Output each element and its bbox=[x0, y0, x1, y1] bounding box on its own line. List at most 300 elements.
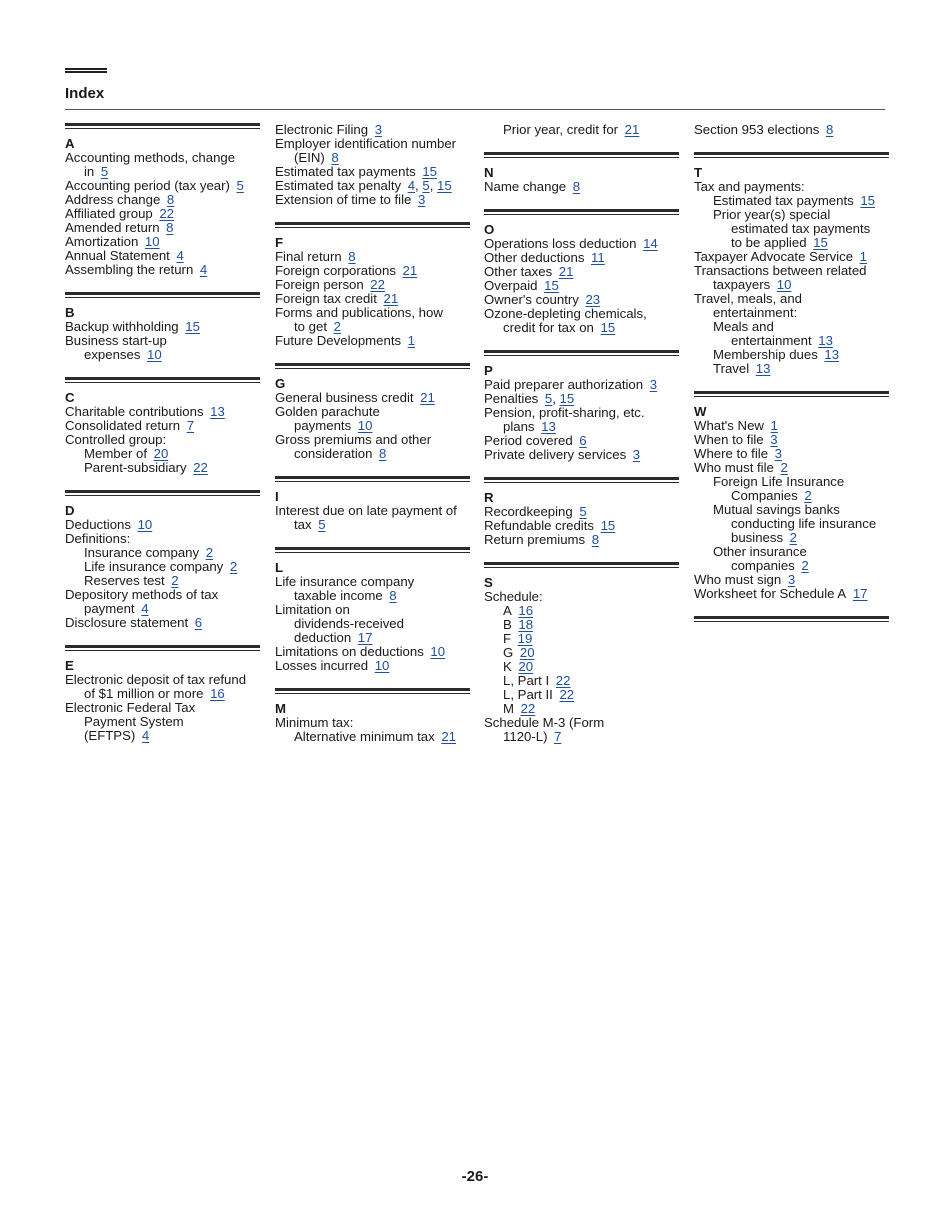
page-link[interactable]: 5 bbox=[236, 178, 244, 193]
index-entry bbox=[65, 405, 260, 419]
index-entry bbox=[694, 236, 889, 250]
section-rule bbox=[65, 490, 260, 496]
entry-text: tax bbox=[294, 517, 312, 532]
index-entry bbox=[484, 321, 679, 335]
entry-text: Deductions bbox=[65, 517, 131, 532]
index-entry bbox=[65, 179, 260, 193]
page-link[interactable]: 2 bbox=[333, 319, 341, 334]
index-column-1 bbox=[65, 123, 260, 743]
index-entry bbox=[484, 265, 679, 279]
entry-text: Annual Statement bbox=[65, 248, 170, 263]
index-entry bbox=[65, 616, 260, 630]
entry-text: Travel bbox=[713, 361, 750, 376]
index-entry bbox=[694, 278, 889, 292]
page-link[interactable]: 13 bbox=[824, 347, 840, 362]
page-link[interactable]: 8 bbox=[591, 532, 600, 547]
entry-text: Refundable credits bbox=[484, 518, 594, 533]
section-letter: G bbox=[275, 376, 286, 391]
page-link[interactable]: 6 bbox=[194, 615, 203, 630]
index-entry bbox=[484, 533, 679, 547]
index-entry bbox=[275, 334, 470, 348]
entry-text: Electronic Federal Tax bbox=[65, 700, 196, 715]
index-entry bbox=[65, 518, 260, 532]
index-entry bbox=[484, 590, 679, 604]
section-letter: T bbox=[694, 165, 703, 180]
section-rule bbox=[65, 123, 260, 129]
index-entry bbox=[275, 716, 470, 730]
page-link[interactable]: 17 bbox=[357, 630, 373, 645]
index-entry bbox=[275, 617, 470, 631]
entry-text: expenses bbox=[84, 347, 141, 362]
index-entry bbox=[484, 180, 679, 194]
entry-text: Companies bbox=[731, 488, 798, 503]
entry-text: When to file bbox=[694, 432, 764, 447]
page-link[interactable]: 8 bbox=[389, 588, 397, 603]
page-link[interactable]: 13 bbox=[541, 419, 556, 434]
index-entry bbox=[694, 489, 889, 503]
page-link[interactable]: 4 bbox=[141, 601, 149, 616]
page-link[interactable]: 3 bbox=[774, 446, 782, 461]
entry-text: Period covered bbox=[484, 433, 573, 448]
page-link[interactable]: 3 bbox=[374, 122, 383, 137]
entry-text: of $1 million or more bbox=[84, 686, 204, 701]
index-column-2 bbox=[275, 123, 470, 744]
page-link[interactable]: 5 bbox=[422, 178, 430, 193]
index-entry bbox=[65, 532, 260, 546]
entry-text: Business start-up bbox=[65, 333, 167, 348]
entry-text: B bbox=[503, 617, 512, 632]
entry-text: entertainment: bbox=[713, 305, 798, 320]
index-entry bbox=[65, 165, 260, 179]
index-entry bbox=[65, 574, 260, 588]
index-entry bbox=[484, 646, 679, 660]
page-link[interactable]: 13 bbox=[210, 404, 225, 419]
entry-text: Alternative minimum tax bbox=[294, 729, 435, 744]
entry-text: plans bbox=[503, 419, 535, 434]
page-link[interactable]: 21 bbox=[402, 263, 418, 278]
page-link[interactable]: 4 bbox=[199, 262, 208, 277]
entry-text: Other taxes bbox=[484, 264, 553, 279]
page-link[interactable]: 14 bbox=[643, 236, 658, 251]
index-entry bbox=[694, 545, 889, 559]
entry-text: Accounting period (tax year) bbox=[65, 178, 230, 193]
entry-text: Estimated tax penalty bbox=[275, 178, 402, 193]
entry-text: (EIN) bbox=[294, 150, 325, 165]
page-link[interactable]: 21 bbox=[420, 390, 435, 405]
entry-text: Prior year(s) special bbox=[713, 207, 831, 222]
page-link[interactable]: 5 bbox=[544, 391, 553, 406]
page-link[interactable]: 4 bbox=[141, 728, 150, 743]
entry-text: Reserves test bbox=[84, 573, 165, 588]
page-link[interactable]: 8 bbox=[166, 192, 175, 207]
index-entry bbox=[484, 660, 679, 674]
index-entry bbox=[694, 180, 889, 194]
entry-text: Paid preparer authorization bbox=[484, 377, 644, 392]
section-letter: M bbox=[275, 701, 286, 716]
section-rule bbox=[275, 363, 470, 369]
index-entry bbox=[275, 405, 470, 419]
section-letter: E bbox=[65, 658, 74, 673]
entry-text: Estimated tax payments bbox=[275, 164, 416, 179]
entry-text: Payment System bbox=[84, 714, 184, 729]
entry-text: Extension of time to file bbox=[275, 192, 412, 207]
index-entry bbox=[275, 603, 470, 617]
index-entry bbox=[484, 604, 679, 618]
section-letter: D bbox=[65, 503, 75, 518]
page-link[interactable]: 22 bbox=[370, 277, 385, 292]
section-letter: B bbox=[65, 305, 75, 320]
entry-text: dividends-received bbox=[294, 616, 404, 631]
entry-text: payment bbox=[84, 601, 135, 616]
page-link[interactable]: 3 bbox=[787, 572, 796, 587]
page-link[interactable]: 10 bbox=[776, 277, 792, 292]
entry-text: Depository methods of tax bbox=[65, 587, 219, 602]
entry-text: Owner's country bbox=[484, 292, 579, 307]
entry-text: Recordkeeping bbox=[484, 504, 573, 519]
page-link[interactable]: 8 bbox=[331, 150, 339, 165]
index-entry bbox=[65, 602, 260, 616]
page-link[interactable]: 21 bbox=[383, 291, 399, 306]
index-entry bbox=[694, 194, 889, 208]
page-link[interactable]: 16 bbox=[518, 603, 534, 618]
section-rule bbox=[275, 222, 470, 228]
index-entry bbox=[484, 237, 679, 251]
page-link[interactable]: 10 bbox=[144, 234, 160, 249]
page-link[interactable]: 5 bbox=[318, 517, 326, 532]
index-column-4 bbox=[694, 123, 889, 622]
page-link[interactable]: 15 bbox=[437, 178, 452, 193]
index-entry bbox=[484, 505, 679, 519]
page-link[interactable]: 22 bbox=[520, 701, 536, 716]
page-link[interactable]: 15 bbox=[600, 320, 616, 335]
page-link[interactable]: 20 bbox=[519, 645, 535, 660]
page-link[interactable]: 15 bbox=[185, 319, 200, 334]
entry-text: Taxpayer Advocate Service bbox=[694, 249, 854, 264]
section-letter: I bbox=[275, 489, 279, 504]
page-link[interactable]: 10 bbox=[147, 347, 162, 362]
index-entry bbox=[694, 334, 889, 348]
entry-text: Electronic Filing bbox=[275, 122, 369, 137]
index-entry bbox=[484, 448, 679, 462]
index-entry bbox=[275, 165, 470, 179]
index-entry bbox=[484, 730, 679, 744]
index-column-3 bbox=[484, 123, 679, 744]
entry-text: Prior year, credit for bbox=[503, 122, 619, 137]
index-entry bbox=[65, 729, 260, 743]
entry-text: Life insurance company bbox=[84, 559, 224, 574]
page-link[interactable]: 2 bbox=[205, 545, 214, 560]
index-entry bbox=[65, 701, 260, 715]
section-rule bbox=[65, 377, 260, 383]
entry-text: Golden parachute bbox=[275, 404, 380, 419]
entry-text: Operations loss deduction bbox=[484, 236, 637, 251]
section-rule bbox=[275, 688, 470, 694]
page-link[interactable]: 13 bbox=[818, 333, 833, 348]
index-entry bbox=[484, 632, 679, 646]
page-link[interactable]: 5 bbox=[579, 504, 587, 519]
index-entry bbox=[694, 208, 889, 222]
index-entry bbox=[484, 702, 679, 716]
title-divider bbox=[65, 109, 885, 110]
entry-text: credit for tax on bbox=[503, 320, 594, 335]
page-link[interactable]: 5 bbox=[100, 164, 109, 179]
entry-text: Accounting methods, change bbox=[65, 150, 236, 165]
index-entry bbox=[694, 264, 889, 278]
entry-text: Schedule: bbox=[484, 589, 543, 604]
page-link[interactable]: 10 bbox=[430, 644, 446, 659]
entry-text: Estimated tax payments bbox=[713, 193, 854, 208]
section-rule bbox=[484, 350, 679, 356]
page-link[interactable]: 22 bbox=[559, 687, 575, 702]
index-entry bbox=[65, 447, 260, 461]
index-entry bbox=[484, 293, 679, 307]
index-entry bbox=[65, 320, 260, 334]
page-link[interactable]: 2 bbox=[780, 460, 788, 475]
entry-text: Disclosure statement bbox=[65, 615, 189, 630]
index-entry bbox=[65, 263, 260, 277]
entry-text: Where to file bbox=[694, 446, 769, 461]
entry-text: Penalties bbox=[484, 391, 539, 406]
entry-text: Insurance company bbox=[84, 545, 200, 560]
index-entry bbox=[275, 193, 470, 207]
entry-text: deduction bbox=[294, 630, 352, 645]
page-link[interactable]: 6 bbox=[579, 433, 587, 448]
entry-text: Return premiums bbox=[484, 532, 586, 547]
page-link[interactable]: 10 bbox=[137, 517, 153, 532]
index-entry bbox=[484, 378, 679, 392]
page-link[interactable]: 2 bbox=[171, 573, 179, 588]
page-link[interactable]: 3 bbox=[770, 432, 778, 447]
page-link[interactable]: 8 bbox=[825, 122, 834, 137]
entry-text: Foreign tax credit bbox=[275, 291, 377, 306]
page-link[interactable]: 21 bbox=[558, 264, 574, 279]
page-link[interactable]: 8 bbox=[572, 179, 581, 194]
page-link[interactable]: 16 bbox=[210, 686, 225, 701]
page-link[interactable]: 17 bbox=[852, 586, 868, 601]
page-link[interactable]: 4 bbox=[407, 178, 416, 193]
entry-text: Foreign person bbox=[275, 277, 364, 292]
index-entry bbox=[275, 278, 470, 292]
entry-text: Controlled group: bbox=[65, 432, 167, 447]
index-entry bbox=[275, 589, 470, 603]
entry-text: Backup withholding bbox=[65, 319, 179, 334]
entry-text: Schedule M-3 (Form bbox=[484, 715, 605, 730]
entry-text: A bbox=[503, 603, 512, 618]
entry-text: Interest due on late payment of bbox=[275, 503, 457, 518]
entry-text: conducting life insurance bbox=[731, 516, 877, 531]
page-link[interactable]: 7 bbox=[186, 418, 195, 433]
page-link[interactable]: 1 bbox=[770, 418, 778, 433]
section-letter: R bbox=[484, 490, 494, 505]
page-link[interactable]: 15 bbox=[813, 235, 828, 250]
page-link[interactable]: 8 bbox=[166, 220, 174, 235]
section-letter: N bbox=[484, 165, 494, 180]
entry-text: Life insurance company bbox=[275, 574, 415, 589]
entry-text: Amortization bbox=[65, 234, 139, 249]
entry-text: Electronic deposit of tax refund bbox=[65, 672, 247, 687]
entry-text: G bbox=[503, 645, 514, 660]
entry-text: What's New bbox=[694, 418, 764, 433]
entry-text: Membership dues bbox=[713, 347, 818, 362]
page-link[interactable]: 11 bbox=[591, 250, 605, 265]
entry-text: 1120-L) bbox=[503, 729, 548, 744]
entry-text: Worksheet for Schedule A bbox=[694, 586, 847, 601]
index-entry bbox=[65, 419, 260, 433]
index-entry bbox=[694, 292, 889, 306]
entry-text: Other insurance bbox=[713, 544, 807, 559]
page-link[interactable]: 15 bbox=[422, 164, 437, 179]
index-entry bbox=[65, 334, 260, 348]
index-entry bbox=[275, 645, 470, 659]
section-rule bbox=[275, 476, 470, 482]
index-entry bbox=[275, 659, 470, 673]
index-entry bbox=[484, 519, 679, 533]
entry-text: General business credit bbox=[275, 390, 414, 405]
index-entry bbox=[694, 250, 889, 264]
entry-text: Travel, meals, and bbox=[694, 291, 802, 306]
index-entry bbox=[484, 716, 679, 730]
page-link[interactable]: 3 bbox=[417, 192, 426, 207]
entry-text: Pension, profit-sharing, etc. bbox=[484, 405, 645, 420]
index-entry bbox=[65, 235, 260, 249]
index-entry bbox=[694, 573, 889, 587]
index-entry bbox=[65, 348, 260, 362]
entry-text: Affiliated group bbox=[65, 206, 153, 221]
entry-text: to get bbox=[294, 319, 327, 334]
page-title: Index bbox=[65, 85, 105, 102]
page-link[interactable]: 1 bbox=[859, 249, 868, 264]
entry-text: (EFTPS) bbox=[84, 728, 136, 743]
entry-text: Name change bbox=[484, 179, 567, 194]
page-link[interactable]: 21 bbox=[441, 729, 456, 744]
page-link[interactable]: 23 bbox=[585, 292, 601, 307]
index-entry bbox=[694, 433, 889, 447]
index-entry bbox=[275, 447, 470, 461]
page-link[interactable]: 15 bbox=[559, 391, 575, 406]
entry-text: Final return bbox=[275, 249, 342, 264]
page-link[interactable]: 2 bbox=[801, 558, 809, 573]
entry-text: payments bbox=[294, 418, 352, 433]
page-link[interactable]: 15 bbox=[544, 278, 559, 293]
page-link[interactable]: 22 bbox=[193, 460, 208, 475]
page-link[interactable]: 2 bbox=[789, 530, 797, 545]
entry-text: Member of bbox=[84, 446, 148, 461]
entry-text: Meals and bbox=[713, 319, 774, 334]
entry-text: taxable income bbox=[294, 588, 383, 603]
index-entry bbox=[65, 221, 260, 235]
page-link[interactable]: 20 bbox=[153, 446, 169, 461]
section-rule bbox=[694, 152, 889, 158]
index-entry bbox=[694, 517, 889, 531]
page-link[interactable]: 13 bbox=[755, 361, 771, 376]
page-link[interactable]: 22 bbox=[555, 673, 571, 688]
index-entry bbox=[694, 320, 889, 334]
page-link[interactable]: 19 bbox=[517, 631, 533, 646]
index-entry bbox=[275, 419, 470, 433]
page-link[interactable]: 15 bbox=[860, 193, 875, 208]
entry-text: Foreign corporations bbox=[275, 263, 396, 278]
index-entry bbox=[275, 151, 470, 165]
page-link[interactable]: 22 bbox=[159, 206, 174, 221]
page-link[interactable]: 10 bbox=[374, 658, 390, 673]
index-entry bbox=[275, 250, 470, 264]
page-link[interactable]: 3 bbox=[649, 377, 658, 392]
index-entry bbox=[694, 362, 889, 376]
index-entry bbox=[275, 575, 470, 589]
index-entry bbox=[65, 560, 260, 574]
index-entry bbox=[694, 587, 889, 601]
section-rule bbox=[484, 152, 679, 158]
index-entry bbox=[65, 588, 260, 602]
section-letter: P bbox=[484, 363, 493, 378]
index-entry bbox=[275, 292, 470, 306]
page-link[interactable]: 15 bbox=[600, 518, 616, 533]
index-entry bbox=[484, 618, 679, 632]
page-link[interactable]: 2 bbox=[229, 559, 238, 574]
index-entry: Estimated tax penalty 4, 5, 15 bbox=[275, 178, 452, 193]
index-entry bbox=[275, 137, 470, 151]
entry-text: F bbox=[503, 631, 512, 646]
entry-text: Section 953 elections bbox=[694, 122, 820, 137]
entry-text: Gross premiums and other bbox=[275, 432, 432, 447]
page-link[interactable]: 3 bbox=[632, 447, 641, 462]
index-entry bbox=[694, 306, 889, 320]
page-link[interactable]: 4 bbox=[176, 248, 184, 263]
entry-text: Charitable contributions bbox=[65, 404, 204, 419]
page-link[interactable]: 18 bbox=[518, 617, 534, 632]
section-letter: F bbox=[275, 235, 284, 250]
entry-text: to be applied bbox=[731, 235, 807, 250]
index-entry bbox=[275, 320, 470, 334]
index-entry bbox=[694, 348, 889, 362]
top-ornament-rule bbox=[65, 68, 107, 73]
entry-text: Overpaid bbox=[484, 278, 538, 293]
page-link[interactable]: 21 bbox=[624, 122, 640, 137]
index-entry bbox=[65, 546, 260, 560]
index-entry bbox=[484, 279, 679, 293]
page-link[interactable]: 2 bbox=[804, 488, 812, 503]
index-entry bbox=[484, 674, 679, 688]
entry-text: consideration bbox=[294, 446, 373, 461]
entry-text: Amended return bbox=[65, 220, 160, 235]
index-entry bbox=[694, 447, 889, 461]
entry-text: Future Developments bbox=[275, 333, 402, 348]
page-link[interactable]: 10 bbox=[357, 418, 373, 433]
page-link[interactable]: 7 bbox=[554, 729, 562, 744]
entry-text: Definitions: bbox=[65, 531, 131, 546]
index-entry bbox=[275, 631, 470, 645]
index-entry bbox=[484, 406, 679, 420]
entry-text: Address change bbox=[65, 192, 161, 207]
page-link[interactable]: 1 bbox=[407, 333, 416, 348]
section-letter: W bbox=[694, 404, 707, 419]
index-entry bbox=[694, 531, 889, 545]
page-link[interactable]: 8 bbox=[379, 446, 387, 461]
index-entry bbox=[65, 461, 260, 475]
entry-text: L, Part I bbox=[503, 673, 550, 688]
index-entry bbox=[694, 503, 889, 517]
entry-text: Consolidated return bbox=[65, 418, 181, 433]
section-letter: O bbox=[484, 222, 495, 237]
entry-text: Employer identification number bbox=[275, 136, 457, 151]
entry-text: L, Part II bbox=[503, 687, 553, 702]
section-rule bbox=[694, 616, 889, 622]
entry-text: Who must file bbox=[694, 460, 774, 475]
index-entry bbox=[275, 433, 470, 447]
entry-text: Limitation on bbox=[275, 602, 350, 617]
page-link[interactable]: 8 bbox=[348, 249, 356, 264]
page-link[interactable]: 20 bbox=[518, 659, 534, 674]
